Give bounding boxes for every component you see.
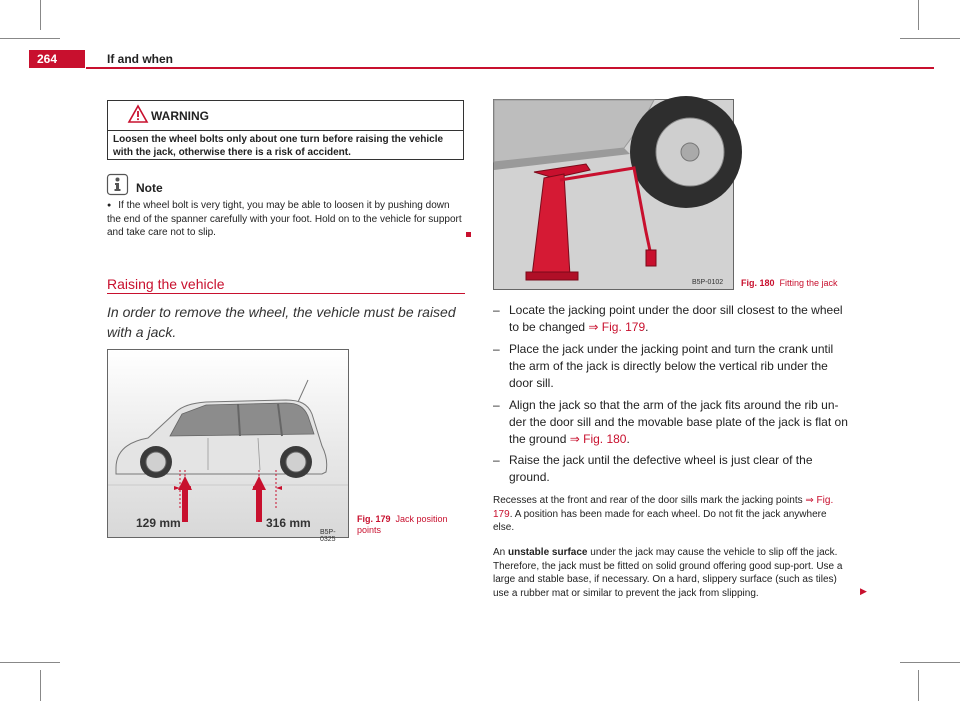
figure-code: B5P-0325: [320, 529, 336, 543]
crop-mark: [40, 0, 41, 30]
section-title: Raising the vehicle: [107, 276, 225, 292]
warning-box: [107, 100, 464, 160]
page-number: 264: [29, 50, 85, 68]
figure-caption-text: Fitting the jack: [779, 278, 838, 288]
figure-link[interactable]: ⇒ Fig. 180: [569, 432, 627, 446]
step-item: [493, 452, 848, 486]
step-item: [493, 302, 848, 336]
section-rule: [107, 293, 465, 294]
bullet: ●: [107, 202, 112, 209]
paragraph: [493, 546, 849, 600]
paragraph: [493, 494, 849, 535]
paragraph-text: . A position has been made for each wheel. Do not fit the jack anywhere else.: [493, 508, 827, 533]
paragraph-text: under the jack may cause the vehicle to slip off the jack. Therefore, the jack must be fitted on solid ground offering good sup-port. Use a large and stable base, if necessary. On a hard, slippery surface (such as tiles) use a rubber mat or similar to prevent the jack from slipping.: [493, 547, 843, 599]
paragraph-text: Recesses at the front and rear of the door sills mark the jacking points: [493, 495, 806, 506]
crop-mark: [0, 38, 60, 39]
chapter-title: If and when: [107, 52, 173, 66]
section-intro: In order to remove the wheel, the vehicle must be raised with a jack.: [107, 304, 456, 340]
step-item: [493, 397, 848, 448]
step-dash: –: [493, 453, 500, 467]
figure-label: Fig. 180: [741, 278, 775, 288]
figure-180-image: [493, 99, 734, 290]
step-text: Place the jack under the jacking point and turn the crank until the arm of the jack is directly below the vertical rib under the door sill.: [509, 342, 834, 390]
step-end: .: [645, 320, 649, 334]
figure-code: B5P-0102: [692, 279, 724, 286]
figure-link[interactable]: ⇒ Fig. 179: [588, 320, 646, 334]
figure-caption-text: Jack position points: [357, 514, 448, 535]
step-dash: –: [493, 398, 500, 412]
crop-mark: [40, 670, 41, 701]
step-dash: –: [493, 303, 500, 317]
continue-arrow-icon: ▶: [860, 586, 867, 596]
crop-mark: [918, 0, 919, 30]
jack-illustration: [494, 100, 733, 289]
paragraph-text: An: [493, 547, 509, 558]
step-text: Raise the jack until the defective wheel is just clear of the ground.: [509, 453, 813, 484]
emphasis-text: unstable surface: [508, 547, 588, 558]
figure-180-caption: [741, 278, 851, 289]
note-title: Note: [136, 181, 163, 195]
step-text: Locate the jacking point under the door sill closest to the wheel to be changed: [509, 303, 843, 334]
step-end: .: [626, 432, 630, 446]
measure-rear-label: 316 mm: [266, 516, 311, 530]
measure-front-label: 129 mm: [136, 516, 181, 530]
crop-mark: [0, 662, 60, 663]
warning-header: [108, 101, 463, 131]
figure-link[interactable]: ⇒ Fig. 179: [493, 495, 834, 520]
crop-mark: [918, 670, 919, 701]
note-body-text: If the wheel bolt is very tight, you may be able to loosen it by pushing down the end of the spanner carefully with your foot. Hold on to the vehicle for support and take care not to slip.: [107, 200, 462, 238]
figure-179-caption: [357, 514, 457, 536]
info-icon: [107, 174, 128, 195]
step-text: Align the jack so that the arm of the jack fits around the rib un-der the door sill and the movable base plate of the jack is flat on the ground: [509, 398, 848, 446]
header-rule: [86, 67, 934, 69]
end-marker: [466, 232, 471, 237]
car-side-illustration: [108, 350, 348, 537]
crop-mark: [900, 38, 960, 39]
figure-label: Fig. 179: [357, 514, 391, 524]
crop-mark: [900, 662, 960, 663]
figure-179-image: [107, 349, 349, 543]
note-text: [107, 199, 462, 240]
step-item: [493, 341, 848, 392]
warning-text: Loosen the wheel bolts only about one turn before raising the vehicle with the jack, otherwise there is a risk of accident.: [113, 134, 444, 158]
warning-triangle-icon: [128, 105, 148, 123]
step-dash: –: [493, 342, 500, 356]
warning-title: WARNING: [151, 109, 209, 123]
